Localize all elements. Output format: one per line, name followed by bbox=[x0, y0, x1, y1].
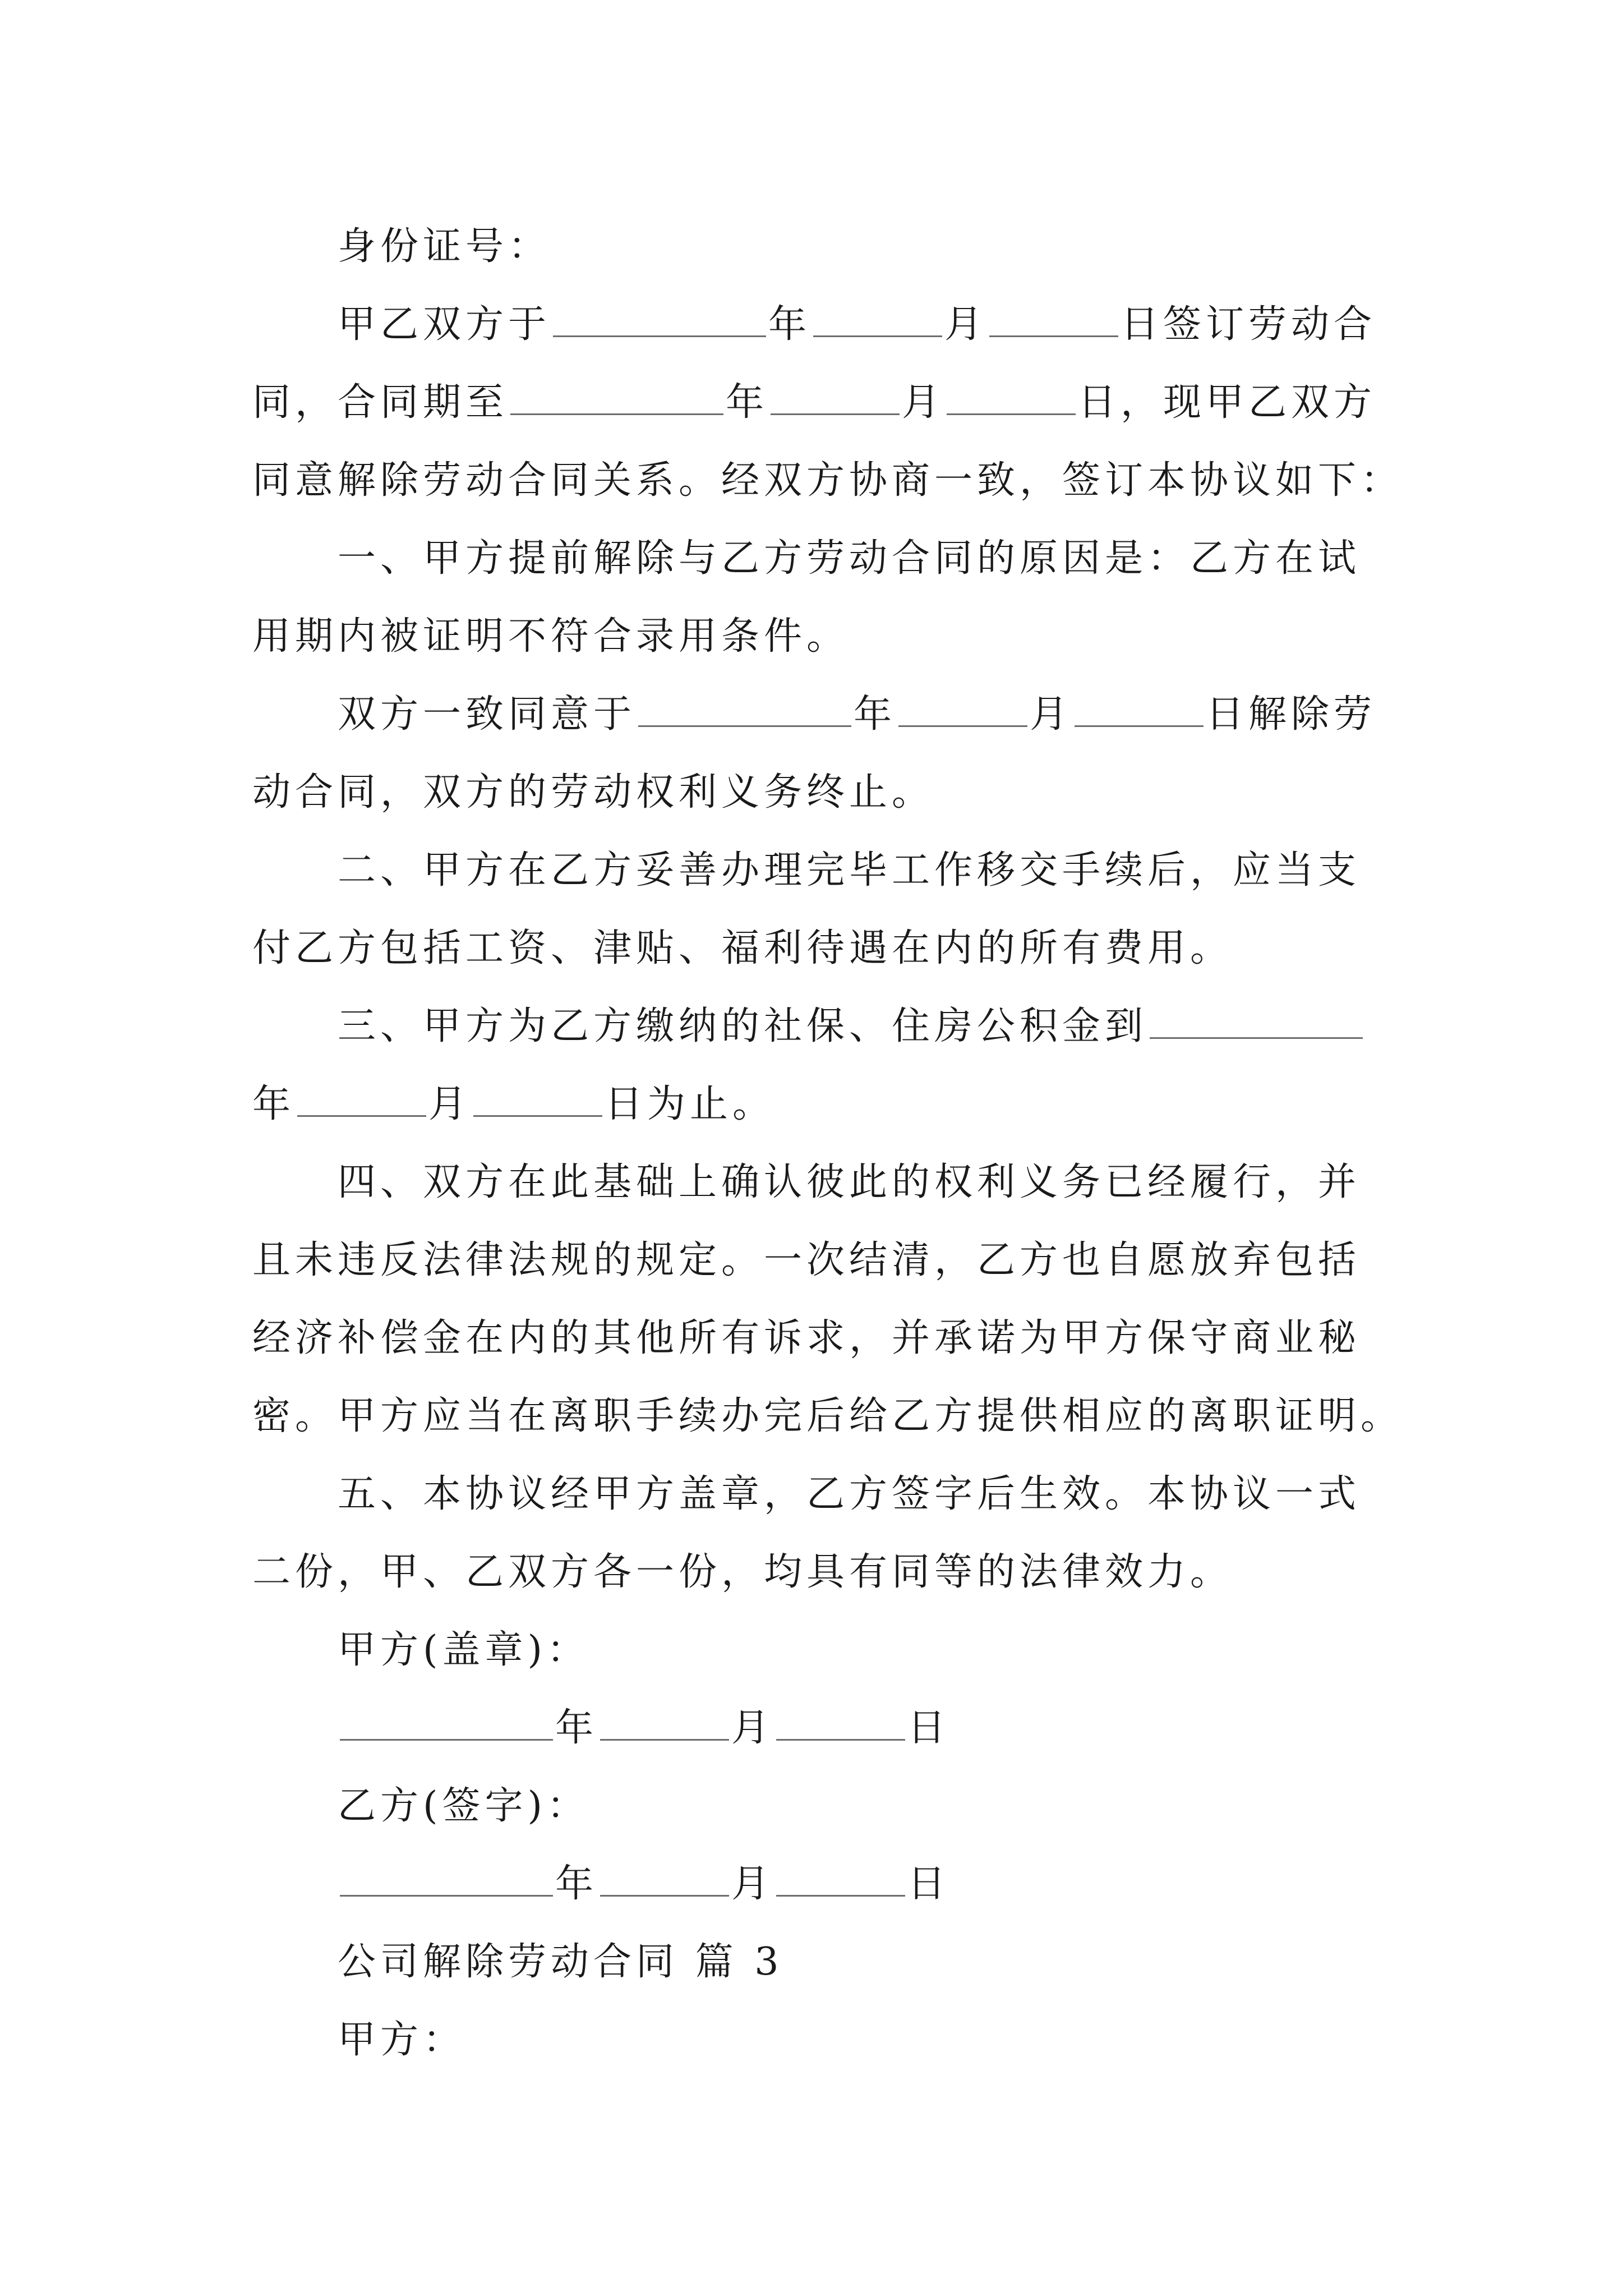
intro-line-1 bbox=[252, 286, 1385, 364]
month-label: 月 bbox=[902, 380, 945, 425]
party-a-seal-label: 甲方(盖章)： bbox=[338, 1628, 590, 1672]
clause-1-line-2: 用期内被证明不符合录用条件。 bbox=[252, 614, 850, 659]
text: 双方一致同意于 bbox=[338, 692, 637, 737]
section-title: 公司解除劳动合同 篇 3 bbox=[338, 1940, 783, 1984]
text: 日，现甲乙双方 bbox=[1078, 380, 1377, 425]
year-label: 年 bbox=[854, 692, 897, 737]
month-label: 月 bbox=[944, 302, 988, 347]
clause-4-line-2: 且未违反法律法规的规定。一次结清，乙方也自愿放弃包括 bbox=[252, 1238, 1361, 1282]
day-blank[interactable] bbox=[776, 1710, 905, 1741]
party-b-date-line bbox=[252, 1845, 1385, 1923]
clause-5-line-2: 二份，甲、乙双方各一份，均具有同等的法律效力。 bbox=[252, 1550, 1233, 1594]
day-blank[interactable] bbox=[1075, 696, 1204, 727]
day-label: 日 bbox=[907, 1862, 951, 1906]
year-label: 年 bbox=[555, 1706, 598, 1750]
text: 同，合同期至 bbox=[252, 380, 509, 425]
year-label: 年 bbox=[252, 1082, 296, 1126]
year-blank[interactable] bbox=[553, 306, 766, 337]
clause-3-line-2 bbox=[252, 1065, 1385, 1143]
party-a-label: 甲方： bbox=[338, 2018, 466, 2062]
clause-4-line-3: 经济补偿金在内的其他所有诉求，并承诺为甲方保守商业秘 bbox=[252, 1316, 1361, 1360]
month-label: 月 bbox=[731, 1862, 774, 1906]
year-label: 年 bbox=[726, 380, 769, 425]
year-label: 年 bbox=[768, 302, 811, 347]
day-blank[interactable] bbox=[989, 306, 1118, 337]
month-blank[interactable] bbox=[813, 306, 942, 337]
year-blank[interactable] bbox=[340, 1710, 553, 1741]
month-label: 月 bbox=[428, 1082, 472, 1126]
month-blank[interactable] bbox=[898, 696, 1027, 727]
day-label: 日 bbox=[907, 1706, 951, 1750]
clause-2-line-1: 二、甲方在乙方妥善办理完毕工作移交手续后，应当支 bbox=[338, 848, 1361, 892]
agree-line-1 bbox=[252, 675, 1385, 753]
text: 日解除劳 bbox=[1206, 692, 1377, 737]
id-number-label: 身份证号： bbox=[338, 224, 551, 269]
clause-4-line-4: 密。甲方应当在离职手续办完后给乙方提供相应的离职证明。 bbox=[252, 1394, 1404, 1438]
clause-2-line-2: 付乙方包括工资、津贴、福利待遇在内的所有费用。 bbox=[252, 926, 1233, 970]
clause-5-line-1: 五、本协议经甲方盖章，乙方签字后生效。本协议一式 bbox=[338, 1472, 1361, 1516]
clause-1-line-1: 一、甲方提前解除与乙方劳动合同的原因是：乙方在试 bbox=[338, 536, 1361, 581]
agree-line-2: 动合同，双方的劳动权利义务终止。 bbox=[252, 770, 935, 815]
year-blank[interactable] bbox=[1150, 1008, 1363, 1039]
month-label: 月 bbox=[731, 1706, 774, 1750]
month-blank[interactable] bbox=[600, 1710, 729, 1741]
text: 三、甲方为乙方缴纳的社保、住房公积金到 bbox=[338, 1004, 1148, 1048]
intro-line-2 bbox=[252, 364, 1385, 441]
day-blank[interactable] bbox=[776, 1866, 905, 1897]
party-b-sign-label: 乙方(签字)： bbox=[338, 1784, 590, 1828]
year-blank[interactable] bbox=[340, 1866, 553, 1897]
contract-page bbox=[252, 208, 1404, 2079]
clause-3-line-1 bbox=[252, 987, 1385, 1065]
text: 日为止。 bbox=[605, 1082, 776, 1126]
party-a-date-line bbox=[252, 1689, 1385, 1767]
year-label: 年 bbox=[555, 1862, 598, 1906]
text: 日签订劳动合 bbox=[1121, 302, 1377, 347]
clause-4-line-1: 四、双方在此基础上确认彼此的权利义务已经履行，并 bbox=[338, 1160, 1361, 1204]
id-number-line bbox=[252, 208, 1385, 286]
text: 甲乙双方于 bbox=[338, 302, 551, 347]
month-label: 月 bbox=[1030, 692, 1073, 737]
year-blank[interactable] bbox=[510, 384, 723, 415]
day-blank[interactable] bbox=[947, 384, 1076, 415]
month-blank[interactable] bbox=[600, 1866, 729, 1897]
intro-line-3: 同意解除劳动合同关系。经双方协商一致，签订本协议如下： bbox=[252, 458, 1404, 503]
year-blank[interactable] bbox=[638, 696, 851, 727]
month-blank[interactable] bbox=[771, 384, 900, 415]
day-blank[interactable] bbox=[473, 1086, 602, 1117]
month-blank[interactable] bbox=[297, 1086, 426, 1117]
